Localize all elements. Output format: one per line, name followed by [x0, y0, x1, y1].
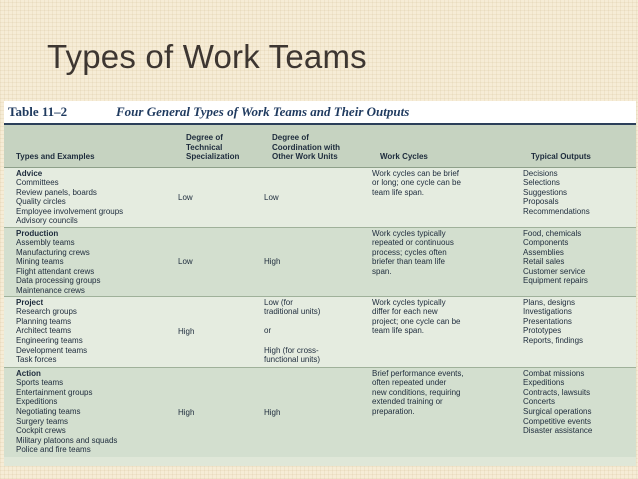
- cell-coordination: High: [260, 227, 368, 296]
- cell-work-cycles: Work cycles typically repeated or continuous process; cycles often briefer than team life span.: [368, 227, 519, 296]
- table-row-advice: [4, 167, 636, 227]
- table-caption-title: Four General Types of Work Teams and Their Outputs: [116, 104, 410, 119]
- table-caption: [4, 101, 636, 123]
- cell-typical-outputs: Plans, designs Investigations Presentations Prototypes Reports, findings: [519, 296, 636, 367]
- cell-typical-outputs: Food, chemicals Components Assemblies Retail sales Customer service Equipment repairs: [519, 227, 636, 296]
- table-row-production: [4, 227, 636, 296]
- cell-coordination: Low: [260, 167, 368, 227]
- table-row-action: [4, 367, 636, 457]
- work-teams-table-image: [4, 101, 636, 466]
- work-teams-table: [4, 125, 636, 457]
- slide-title: Types of Work Teams: [47, 38, 367, 75]
- cell-specialization: High: [174, 296, 260, 367]
- header-coordination: Degree of Coordination with Other Work Units: [260, 125, 368, 167]
- cell-typical-outputs: Combat missions Expeditions Contracts, lawsuits Concerts Surgical operations Competitive events Disaster assistance: [519, 367, 636, 457]
- table-number: Table 11–2: [8, 104, 68, 119]
- header-types-examples: Types and Examples: [4, 125, 174, 167]
- cell-typical-outputs: Decisions Selections Suggestions Proposals Recommendations: [519, 167, 636, 227]
- cell-work-cycles: Brief performance events, often repeated under new conditions, requiring extended training or preparation.: [368, 367, 519, 457]
- category-label: Advice: [16, 168, 43, 178]
- cell-coordination: High: [260, 367, 368, 457]
- category-label: Production: [16, 228, 59, 238]
- table-header-row: [4, 125, 636, 167]
- cell-types-examples: Project Research groups Planning teams Architect teams Engineering teams Development teams Task forces: [4, 296, 174, 367]
- cell-types-examples: Action Sports teams Entertainment groups Expeditions Negotiating teams Surgery teams Cockpit crews Military platoons and squads Police and fire teams: [4, 367, 174, 457]
- cell-specialization: Low: [174, 227, 260, 296]
- cell-specialization: Low: [174, 167, 260, 227]
- category-label: Action: [16, 368, 41, 378]
- header-work-cycles: Work Cycles: [368, 125, 519, 167]
- cell-coordination: Low (for traditional units) or High (for cross- functional units): [260, 296, 368, 367]
- category-label: Project: [16, 297, 44, 307]
- header-typical-outputs: Typical Outputs: [519, 125, 636, 167]
- table-row-project: [4, 296, 636, 367]
- cell-work-cycles: Work cycles can be brief or long; one cycle can be team life span.: [368, 167, 519, 227]
- cell-types-examples: Advice Committees Review panels, boards Quality circles Employee involvement groups Advisory councils: [4, 167, 174, 227]
- cell-types-examples: Production Assembly teams Manufacturing crews Mining teams Flight attendant crews Data processing groups Maintenance crews: [4, 227, 174, 296]
- cell-work-cycles: Work cycles typically differ for each new project; one cycle can be team life span.: [368, 296, 519, 367]
- cell-specialization: High: [174, 367, 260, 457]
- header-specialization: Degree of Technical Specialization: [174, 125, 260, 167]
